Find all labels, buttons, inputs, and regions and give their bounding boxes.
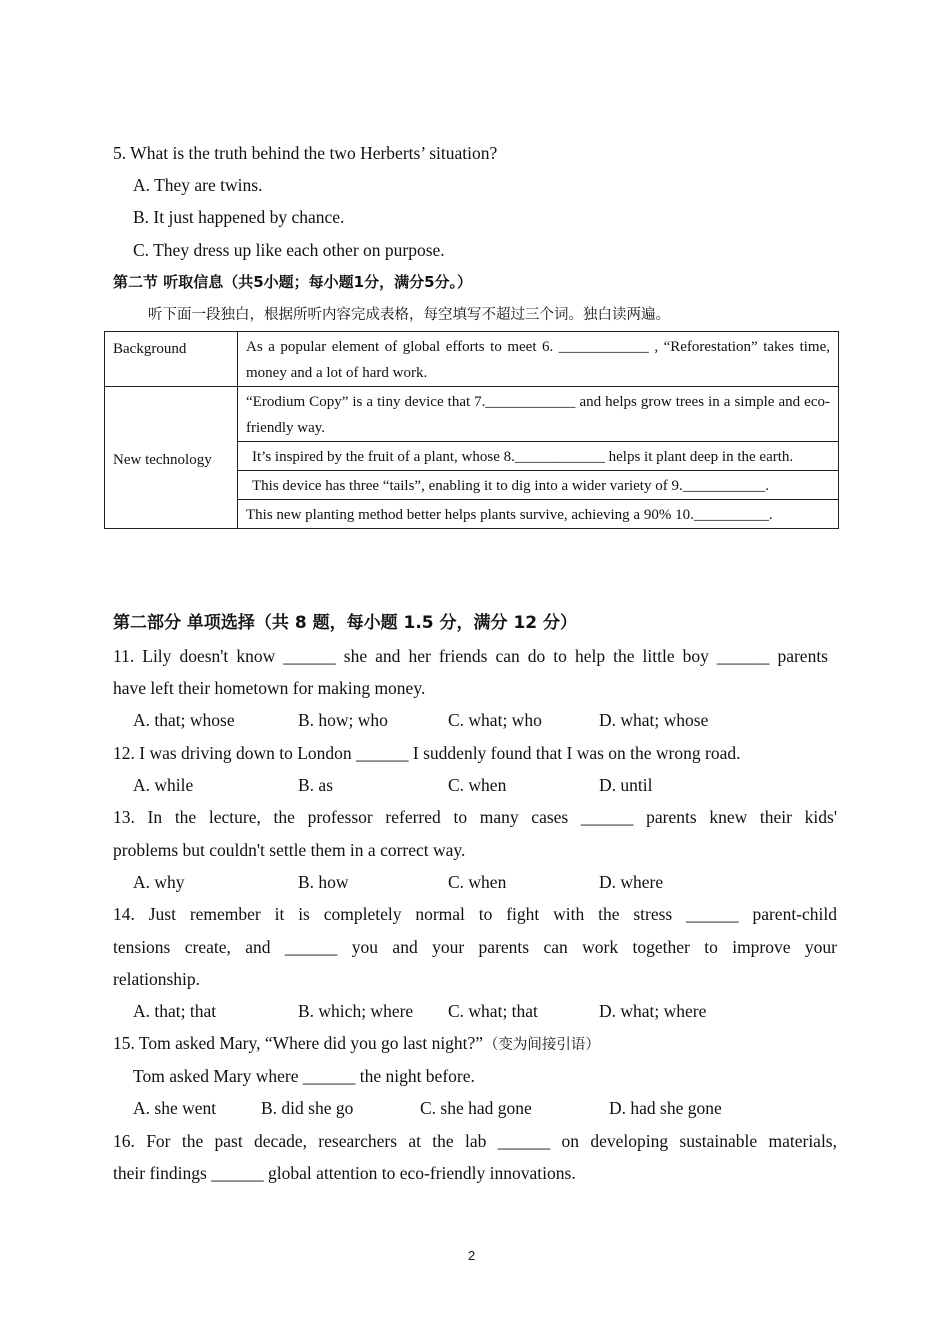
question-5-stem: 5. What is the truth behind the two Herberts’ situation? bbox=[113, 143, 498, 163]
question-13-option-c: C. when bbox=[448, 872, 507, 892]
table-row bbox=[105, 387, 839, 442]
question-11-line-1: 11. Lily doesn't know ______ she and her friends can do to help the little boy ______ parents bbox=[113, 646, 828, 666]
table-row bbox=[105, 332, 839, 387]
question-13-option-d: D. where bbox=[599, 872, 664, 892]
question-13-line-1: 13. In the lecture, the professor referred to many cases ______ parents knew their kids' bbox=[113, 807, 837, 827]
row-label-new-technology: New technology bbox=[105, 387, 238, 529]
question-13-option-b: B. how bbox=[298, 872, 349, 892]
question-11-line-2: have left their hometown for making money. bbox=[113, 678, 426, 698]
question-13-option-a: A. why bbox=[133, 872, 185, 892]
question-11-option-a: A. that; whose bbox=[133, 710, 235, 730]
question-14-line-1: 14. Just remember it is completely normal to fight with the stress ______ parent-child bbox=[113, 904, 837, 924]
question-12-option-b: B. as bbox=[298, 775, 333, 795]
question-11-option-c: C. what; who bbox=[448, 710, 542, 730]
question-12-option-d: D. until bbox=[599, 775, 653, 795]
question-15-note: （变为间接引语） bbox=[491, 1037, 600, 1053]
question-15-option-d: D. had she gone bbox=[609, 1098, 722, 1118]
question-15-option-a: A. she went bbox=[133, 1098, 217, 1118]
question-12-option-c: C. when bbox=[448, 775, 507, 795]
question-11-option-b: B. how; who bbox=[298, 710, 388, 730]
question-14-option-d: D. what; where bbox=[599, 1001, 707, 1021]
question-5-option-c: C. They dress up like each other on purpose. bbox=[133, 240, 445, 260]
section-2-heading: 第二节 听取信息（共5小题；每小题1分，满分5分。） bbox=[113, 273, 473, 291]
question-16-line-2: their findings ______ global attention to eco-friendly innovations. bbox=[113, 1163, 576, 1183]
question-14-option-c: C. what; that bbox=[448, 1001, 538, 1021]
question-5-option-b: B. It just happened by chance. bbox=[133, 207, 345, 227]
question-16-line-1: 16. For the past decade, researchers at the lab ______ on developing sustainable materials, bbox=[113, 1131, 837, 1151]
question-12-option-a: A. while bbox=[133, 775, 194, 795]
section-2-instruction: 听下面一段独白，根据所听内容完成表格，每空填写不超过三个词。独白读两遍。 bbox=[148, 307, 670, 323]
technology-cell-2: It’s inspired by the fruit of a plant, whose 8.____________ helps it plant deep in the earth. bbox=[238, 442, 839, 471]
question-14-line-3: relationship. bbox=[113, 969, 200, 989]
row-label-background: Background bbox=[105, 332, 238, 387]
page-number: 2 bbox=[468, 1248, 476, 1263]
question-15-line-1 bbox=[113, 1033, 600, 1055]
question-12-line-1: 12. I was driving down to London ______ I suddenly found that I was on the wrong road. bbox=[113, 743, 741, 763]
question-5-option-a: A. They are twins. bbox=[133, 175, 263, 195]
question-13-line-2: problems but couldn't settle them in a correct way. bbox=[113, 840, 466, 860]
background-cell: As a popular element of global efforts to meet 6. ____________ , “Reforestation” takes time, money and a lot of hard work. bbox=[238, 332, 839, 387]
part-2-heading: 第二部分 单项选择（共 8 题，每小题 1.5 分，满分 12 分） bbox=[113, 613, 578, 633]
technology-cell-3: This device has three “tails”, enabling it to dig into a wider variety of 9.___________. bbox=[238, 471, 839, 500]
technology-cell-1: “Erodium Copy” is a tiny device that 7.____________ and helps grow trees in a simple and eco-friendly way. bbox=[238, 387, 839, 442]
question-15-quote: 15. Tom asked Mary, “Where did you go last night?” bbox=[113, 1033, 484, 1053]
question-15-option-c: C. she had gone bbox=[420, 1098, 532, 1118]
technology-cell-4: This new planting method better helps plants survive, achieving a 90% 10.__________. bbox=[238, 500, 839, 529]
question-14-option-b: B. which; where bbox=[298, 1001, 414, 1021]
question-14-option-a: A. that; that bbox=[133, 1001, 217, 1021]
question-15-line-2: Tom asked Mary where ______ the night before. bbox=[133, 1066, 475, 1086]
listening-info-table bbox=[104, 331, 839, 529]
question-15-option-b: B. did she go bbox=[261, 1098, 354, 1118]
question-14-line-2: tensions create, and ______ you and your parents can work together to improve your bbox=[113, 937, 837, 957]
question-11-option-d: D. what; whose bbox=[599, 710, 709, 730]
